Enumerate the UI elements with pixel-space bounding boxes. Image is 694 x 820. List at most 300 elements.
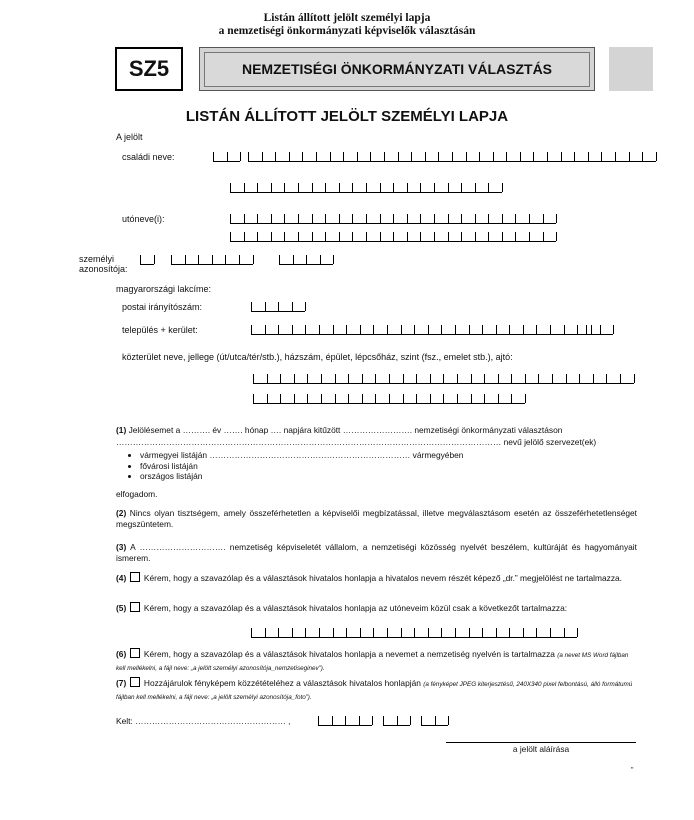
section-7-note: (a fényképet JPEG kiterjesztésű, 240X340 pixel felbontású, álló formátumú fájlban kell mellékelni, a fájl neve: „a jelölt személyi azonosítója_foto”). xyxy=(116,681,633,701)
char-box[interactable] xyxy=(428,628,442,638)
char-box[interactable] xyxy=(461,214,475,224)
date-label: Kelt: ……………………………………………… , xyxy=(116,716,291,726)
char-box[interactable] xyxy=(335,394,349,404)
char-box[interactable] xyxy=(425,152,439,162)
char-box[interactable] xyxy=(448,232,462,242)
section-6-checkbox[interactable] xyxy=(130,648,140,658)
char-box[interactable] xyxy=(642,152,656,162)
char-box[interactable] xyxy=(257,214,271,224)
char-box[interactable] xyxy=(469,325,483,335)
char-box[interactable] xyxy=(574,152,588,162)
section-4-number: (4) xyxy=(116,573,127,583)
char-box[interactable] xyxy=(239,255,253,265)
char-box[interactable] xyxy=(319,628,333,638)
corner-gray-box xyxy=(609,47,653,91)
char-box[interactable] xyxy=(230,232,244,242)
char-box[interactable] xyxy=(550,628,564,638)
char-box[interactable] xyxy=(375,394,389,404)
char-box[interactable] xyxy=(430,374,444,384)
char-box[interactable] xyxy=(455,628,469,638)
char-box[interactable] xyxy=(257,232,271,242)
char-box[interactable] xyxy=(506,152,520,162)
char-box[interactable] xyxy=(359,716,373,726)
char-box[interactable] xyxy=(366,214,380,224)
char-box[interactable] xyxy=(547,152,561,162)
char-box[interactable] xyxy=(496,628,510,638)
char-box[interactable] xyxy=(482,628,496,638)
char-box[interactable] xyxy=(319,325,333,335)
char-box[interactable] xyxy=(284,183,298,193)
char-box[interactable] xyxy=(265,302,279,312)
char-box[interactable] xyxy=(294,394,308,404)
char-box[interactable] xyxy=(403,374,417,384)
election-banner xyxy=(199,47,595,91)
char-box[interactable] xyxy=(479,152,493,162)
char-box[interactable] xyxy=(434,214,448,224)
char-box[interactable] xyxy=(387,628,401,638)
char-box[interactable] xyxy=(339,214,353,224)
street-boxes-row-1[interactable] xyxy=(253,374,635,383)
char-box[interactable] xyxy=(496,325,510,335)
char-box[interactable] xyxy=(332,716,346,726)
char-box[interactable] xyxy=(366,183,380,193)
char-box[interactable] xyxy=(401,325,415,335)
char-box[interactable] xyxy=(339,232,353,242)
char-box[interactable] xyxy=(475,232,489,242)
signature-label: a jelölt aláírása xyxy=(512,744,570,754)
char-box[interactable] xyxy=(320,255,334,265)
char-box[interactable] xyxy=(552,374,566,384)
char-box[interactable] xyxy=(267,374,281,384)
char-box-end xyxy=(525,394,526,403)
char-box[interactable] xyxy=(525,374,539,384)
char-box[interactable] xyxy=(509,325,523,335)
char-box[interactable] xyxy=(380,232,394,242)
char-box[interactable] xyxy=(366,232,380,242)
personal-id-label-2: azonosítója: xyxy=(79,264,128,274)
char-box[interactable] xyxy=(411,152,425,162)
char-box[interactable] xyxy=(533,152,547,162)
char-box[interactable] xyxy=(387,325,401,335)
char-box[interactable] xyxy=(488,214,502,224)
char-box[interactable] xyxy=(520,152,534,162)
char-box-end xyxy=(634,374,635,383)
section-1-number: (1) xyxy=(116,425,127,435)
section-3-number: (3) xyxy=(116,542,127,552)
char-box[interactable] xyxy=(325,232,339,242)
char-box[interactable] xyxy=(515,214,529,224)
char-box[interactable] xyxy=(469,628,483,638)
char-box[interactable] xyxy=(448,183,462,193)
char-box[interactable] xyxy=(536,325,550,335)
char-box[interactable] xyxy=(248,152,262,162)
char-box[interactable] xyxy=(325,214,339,224)
char-box-end xyxy=(502,183,503,192)
char-box[interactable] xyxy=(452,152,466,162)
char-box[interactable] xyxy=(312,232,326,242)
personal-id-boxes-3[interactable] xyxy=(279,255,334,264)
char-box[interactable] xyxy=(414,628,428,638)
section-1-item-county: • vármegyei listáján ……………………………………………………………… vármegyében xyxy=(140,450,463,461)
char-box[interactable] xyxy=(271,232,285,242)
char-box-end xyxy=(410,716,411,725)
given-name-label: utóneve(i): xyxy=(122,214,165,224)
char-box[interactable] xyxy=(380,183,394,193)
char-box[interactable] xyxy=(523,628,537,638)
char-box-end xyxy=(240,152,241,161)
date-day-boxes[interactable] xyxy=(421,716,449,725)
char-box[interactable] xyxy=(345,716,359,726)
char-box[interactable] xyxy=(271,214,285,224)
section-1-list xyxy=(128,450,463,482)
char-box[interactable] xyxy=(407,183,421,193)
char-box[interactable] xyxy=(253,374,267,384)
char-box[interactable] xyxy=(629,152,643,162)
street-label: közterület neve, jellege (út/utca/tér/stb.), házszám, épület, lépcsőház, szint (fsz., emelet stb.), ajtó: xyxy=(122,352,513,362)
char-box[interactable] xyxy=(380,214,394,224)
char-box[interactable] xyxy=(593,374,607,384)
family-name-boxes-row-2[interactable] xyxy=(230,183,503,192)
char-box[interactable] xyxy=(227,152,241,162)
char-box[interactable] xyxy=(428,325,442,335)
char-box[interactable] xyxy=(550,325,564,335)
section-4 xyxy=(116,572,637,584)
char-box[interactable] xyxy=(312,214,326,224)
char-box[interactable] xyxy=(265,325,279,335)
char-box[interactable] xyxy=(416,394,430,404)
char-box[interactable] xyxy=(421,716,435,726)
date-month-boxes[interactable] xyxy=(383,716,411,725)
char-box[interactable] xyxy=(265,628,279,638)
char-box[interactable] xyxy=(294,374,308,384)
section-6 xyxy=(116,648,637,674)
char-box-end xyxy=(656,152,657,161)
char-box[interactable] xyxy=(357,152,371,162)
char-box[interactable] xyxy=(360,628,374,638)
char-box[interactable] xyxy=(443,394,457,404)
char-box[interactable] xyxy=(523,325,537,335)
date-year-boxes[interactable] xyxy=(318,716,373,725)
char-box[interactable] xyxy=(244,183,258,193)
char-box[interactable] xyxy=(407,214,421,224)
char-box[interactable] xyxy=(373,325,387,335)
char-box[interactable] xyxy=(420,232,434,242)
char-box[interactable] xyxy=(333,628,347,638)
settlement-label: település + kerület: xyxy=(122,325,198,335)
char-box-end xyxy=(556,214,557,223)
char-box[interactable] xyxy=(498,394,512,404)
section-5-text: Kérem, hogy a szavazólap és a választások hivatalos honlapja az utóneveim közül csak a következőt tartalmazza: xyxy=(143,603,568,613)
char-box[interactable] xyxy=(586,325,600,335)
char-box[interactable] xyxy=(352,232,366,242)
char-box[interactable] xyxy=(292,325,306,335)
header-line-1: Listán állított jelölt személyi lapja xyxy=(263,12,431,24)
char-box[interactable] xyxy=(251,628,265,638)
section-1-item-capital: • fővárosi listáján xyxy=(140,461,463,472)
char-box[interactable] xyxy=(455,325,469,335)
char-box[interactable] xyxy=(383,716,397,726)
char-box[interactable] xyxy=(414,325,428,335)
char-box[interactable] xyxy=(393,214,407,224)
char-box[interactable] xyxy=(471,374,485,384)
char-box[interactable] xyxy=(482,325,496,335)
char-box[interactable] xyxy=(561,152,575,162)
char-box[interactable] xyxy=(615,152,629,162)
char-box[interactable] xyxy=(230,214,244,224)
personal-id-label-1: személyi xyxy=(79,254,115,264)
char-box[interactable] xyxy=(330,152,344,162)
char-box[interactable] xyxy=(279,255,293,265)
candidate-label: A jelölt xyxy=(116,132,143,142)
section-7-number: (7) xyxy=(116,678,127,688)
section-5-number: (5) xyxy=(116,603,127,613)
char-box[interactable] xyxy=(198,255,212,265)
char-box[interactable] xyxy=(538,374,552,384)
family-name-label: családi neve: xyxy=(122,152,175,162)
char-box[interactable] xyxy=(588,152,602,162)
section-1-item-national: • országos listáján xyxy=(140,471,463,482)
char-box[interactable] xyxy=(271,183,285,193)
char-box[interactable] xyxy=(475,183,489,193)
section-6-text: Kérem, hogy a szavazólap és a választások hivatalos honlapja a nevemet a nemzetiség nyelvén is tartalmazza xyxy=(143,649,555,659)
char-box[interactable] xyxy=(335,374,349,384)
title-prefix-boxes[interactable] xyxy=(213,152,241,161)
char-box[interactable] xyxy=(257,183,271,193)
char-box[interactable] xyxy=(515,232,529,242)
char-box[interactable] xyxy=(484,374,498,384)
char-box[interactable] xyxy=(325,183,339,193)
char-box[interactable] xyxy=(302,152,316,162)
char-box[interactable] xyxy=(420,183,434,193)
char-box[interactable] xyxy=(298,214,312,224)
char-box[interactable] xyxy=(509,628,523,638)
given-name-boxes-row-1[interactable] xyxy=(230,214,557,223)
char-box[interactable] xyxy=(318,716,332,726)
char-box[interactable] xyxy=(343,152,357,162)
char-box[interactable] xyxy=(543,232,557,242)
char-box[interactable] xyxy=(251,325,265,335)
char-box-end xyxy=(577,628,578,637)
char-box[interactable] xyxy=(293,255,307,265)
char-box[interactable] xyxy=(284,214,298,224)
election-banner-label: NEMZETISÉGI ÖNKORMÁNYZATI VÁLASZTÁS xyxy=(204,52,590,87)
char-box[interactable] xyxy=(441,628,455,638)
char-box[interactable] xyxy=(373,628,387,638)
char-box[interactable] xyxy=(416,374,430,384)
char-box[interactable] xyxy=(441,325,455,335)
given-name-boxes-row-2[interactable] xyxy=(230,232,557,241)
char-box[interactable] xyxy=(298,232,312,242)
signature-line[interactable] xyxy=(446,742,636,743)
char-box[interactable] xyxy=(488,183,502,193)
char-box-end xyxy=(556,232,557,241)
char-box[interactable] xyxy=(305,628,319,638)
char-box[interactable] xyxy=(375,374,389,384)
char-box[interactable] xyxy=(384,152,398,162)
char-box[interactable] xyxy=(529,214,543,224)
char-box[interactable] xyxy=(529,232,543,242)
section-4-checkbox[interactable] xyxy=(130,572,140,582)
char-box[interactable] xyxy=(543,214,557,224)
char-box[interactable] xyxy=(213,152,227,162)
char-box[interactable] xyxy=(230,183,244,193)
street-boxes-row-2[interactable] xyxy=(253,394,526,403)
section-1-line-1: Jelölésemet a ………. év ……. hónap …. napjára kitűzött ……………………. nemzetiségi önkormányzati választáson xyxy=(128,425,563,435)
char-box[interactable] xyxy=(606,374,620,384)
char-box[interactable] xyxy=(420,214,434,224)
char-box[interactable] xyxy=(461,183,475,193)
char-box[interactable] xyxy=(275,152,289,162)
char-box[interactable] xyxy=(443,374,457,384)
char-box[interactable] xyxy=(448,214,462,224)
char-box[interactable] xyxy=(564,325,578,335)
char-box[interactable] xyxy=(348,394,362,404)
char-box[interactable] xyxy=(601,152,615,162)
char-box[interactable] xyxy=(185,255,199,265)
char-box[interactable] xyxy=(600,325,614,335)
family-name-boxes-row-1[interactable] xyxy=(248,152,657,161)
char-box[interactable] xyxy=(403,394,417,404)
char-box[interactable] xyxy=(566,374,580,384)
char-box[interactable] xyxy=(333,325,347,335)
char-box[interactable] xyxy=(280,374,294,384)
char-box[interactable] xyxy=(307,394,321,404)
char-box[interactable] xyxy=(278,302,292,312)
char-box[interactable] xyxy=(244,232,258,242)
char-box[interactable] xyxy=(435,716,449,726)
char-box[interactable] xyxy=(407,232,421,242)
section-2-number: (2) xyxy=(116,508,127,518)
char-box[interactable] xyxy=(292,302,306,312)
section-2 xyxy=(116,508,637,529)
char-box[interactable] xyxy=(457,374,471,384)
section-3 xyxy=(116,542,637,563)
corner-mark: " xyxy=(631,767,634,774)
char-box[interactable] xyxy=(278,628,292,638)
char-box[interactable] xyxy=(397,716,411,726)
char-box[interactable] xyxy=(430,394,444,404)
char-box[interactable] xyxy=(457,394,471,404)
section-7-checkbox[interactable] xyxy=(130,677,140,687)
char-box[interactable] xyxy=(398,152,412,162)
header-line-2: a nemzetiségi önkormányzati képviselők választásán xyxy=(218,25,476,37)
char-box[interactable] xyxy=(401,628,415,638)
char-box[interactable] xyxy=(498,374,512,384)
char-box[interactable] xyxy=(307,374,321,384)
form-code: SZ5 xyxy=(115,47,183,91)
char-box-end xyxy=(305,302,306,311)
char-box[interactable] xyxy=(251,302,265,312)
char-box[interactable] xyxy=(471,394,485,404)
char-box[interactable] xyxy=(316,152,330,162)
char-box[interactable] xyxy=(502,232,516,242)
char-box[interactable] xyxy=(434,232,448,242)
char-box[interactable] xyxy=(352,214,366,224)
char-box-end xyxy=(154,255,155,264)
char-box[interactable] xyxy=(348,374,362,384)
char-box[interactable] xyxy=(346,325,360,335)
char-box[interactable] xyxy=(292,628,306,638)
section-1 xyxy=(116,425,637,436)
char-box[interactable] xyxy=(352,183,366,193)
char-box[interactable] xyxy=(475,214,489,224)
section-6-note: (a nevet MS Word fájlban kell mellékelni, a fájl neve: „a jelölt személyi azonosítója_nemzetiseginev”). xyxy=(116,652,629,672)
char-box[interactable] xyxy=(360,325,374,335)
char-box[interactable] xyxy=(262,152,276,162)
address-label: magyarországi lakcíme: xyxy=(116,284,212,294)
char-box[interactable] xyxy=(564,628,578,638)
char-box[interactable] xyxy=(267,394,281,404)
char-box[interactable] xyxy=(536,628,550,638)
char-box[interactable] xyxy=(393,232,407,242)
char-box[interactable] xyxy=(289,152,303,162)
personal-id-boxes-2[interactable] xyxy=(171,255,254,264)
district-boxes[interactable] xyxy=(586,325,614,334)
section-5-checkbox[interactable] xyxy=(130,602,140,612)
personal-id-boxes-1[interactable] xyxy=(140,255,155,264)
char-box[interactable] xyxy=(511,394,525,404)
char-box[interactable] xyxy=(434,183,448,193)
char-box[interactable] xyxy=(511,374,525,384)
char-box[interactable] xyxy=(389,394,403,404)
char-box[interactable] xyxy=(284,232,298,242)
page-title: LISTÁN ÁLLÍTOTT JELÖLT SZEMÉLYI LAPJA xyxy=(185,108,509,125)
char-box-end xyxy=(613,325,614,334)
char-box[interactable] xyxy=(321,374,335,384)
char-box[interactable] xyxy=(502,214,516,224)
postal-code-label: postai irányítószám: xyxy=(122,302,203,312)
char-box[interactable] xyxy=(362,394,376,404)
char-box[interactable] xyxy=(321,394,335,404)
char-box[interactable] xyxy=(306,255,320,265)
char-box[interactable] xyxy=(212,255,226,265)
char-box[interactable] xyxy=(389,374,403,384)
char-box[interactable] xyxy=(461,232,475,242)
char-box[interactable] xyxy=(493,152,507,162)
postal-code-boxes[interactable] xyxy=(251,302,306,311)
section-5 xyxy=(116,602,637,614)
char-box-end xyxy=(253,255,254,264)
char-box[interactable] xyxy=(362,374,376,384)
char-box[interactable] xyxy=(370,152,384,162)
section-6-number: (6) xyxy=(116,649,127,659)
char-box[interactable] xyxy=(579,374,593,384)
char-box[interactable] xyxy=(393,183,407,193)
char-box[interactable] xyxy=(244,214,258,224)
char-box[interactable] xyxy=(620,374,634,384)
section-1-end: elfogadom. xyxy=(116,489,158,499)
char-box[interactable] xyxy=(438,152,452,162)
char-box[interactable] xyxy=(298,183,312,193)
char-box[interactable] xyxy=(488,232,502,242)
char-box[interactable] xyxy=(312,183,326,193)
char-box[interactable] xyxy=(305,325,319,335)
settlement-boxes[interactable] xyxy=(251,325,592,334)
char-box[interactable] xyxy=(484,394,498,404)
char-box[interactable] xyxy=(253,394,267,404)
char-box[interactable] xyxy=(339,183,353,193)
char-box-end xyxy=(372,716,373,725)
char-box[interactable] xyxy=(280,394,294,404)
char-box[interactable] xyxy=(225,255,239,265)
char-box[interactable] xyxy=(278,325,292,335)
preferred-given-name-boxes[interactable] xyxy=(251,628,578,637)
section-3-text: A …………………………. nemzetiség képviseletét vállalom, a nemzetiségi közösség nyelvét beszélem, kultúráját és hagyományait ismerem. xyxy=(116,542,637,563)
char-box[interactable] xyxy=(171,255,185,265)
char-box[interactable] xyxy=(466,152,480,162)
char-box[interactable] xyxy=(346,628,360,638)
char-box[interactable] xyxy=(140,255,154,265)
